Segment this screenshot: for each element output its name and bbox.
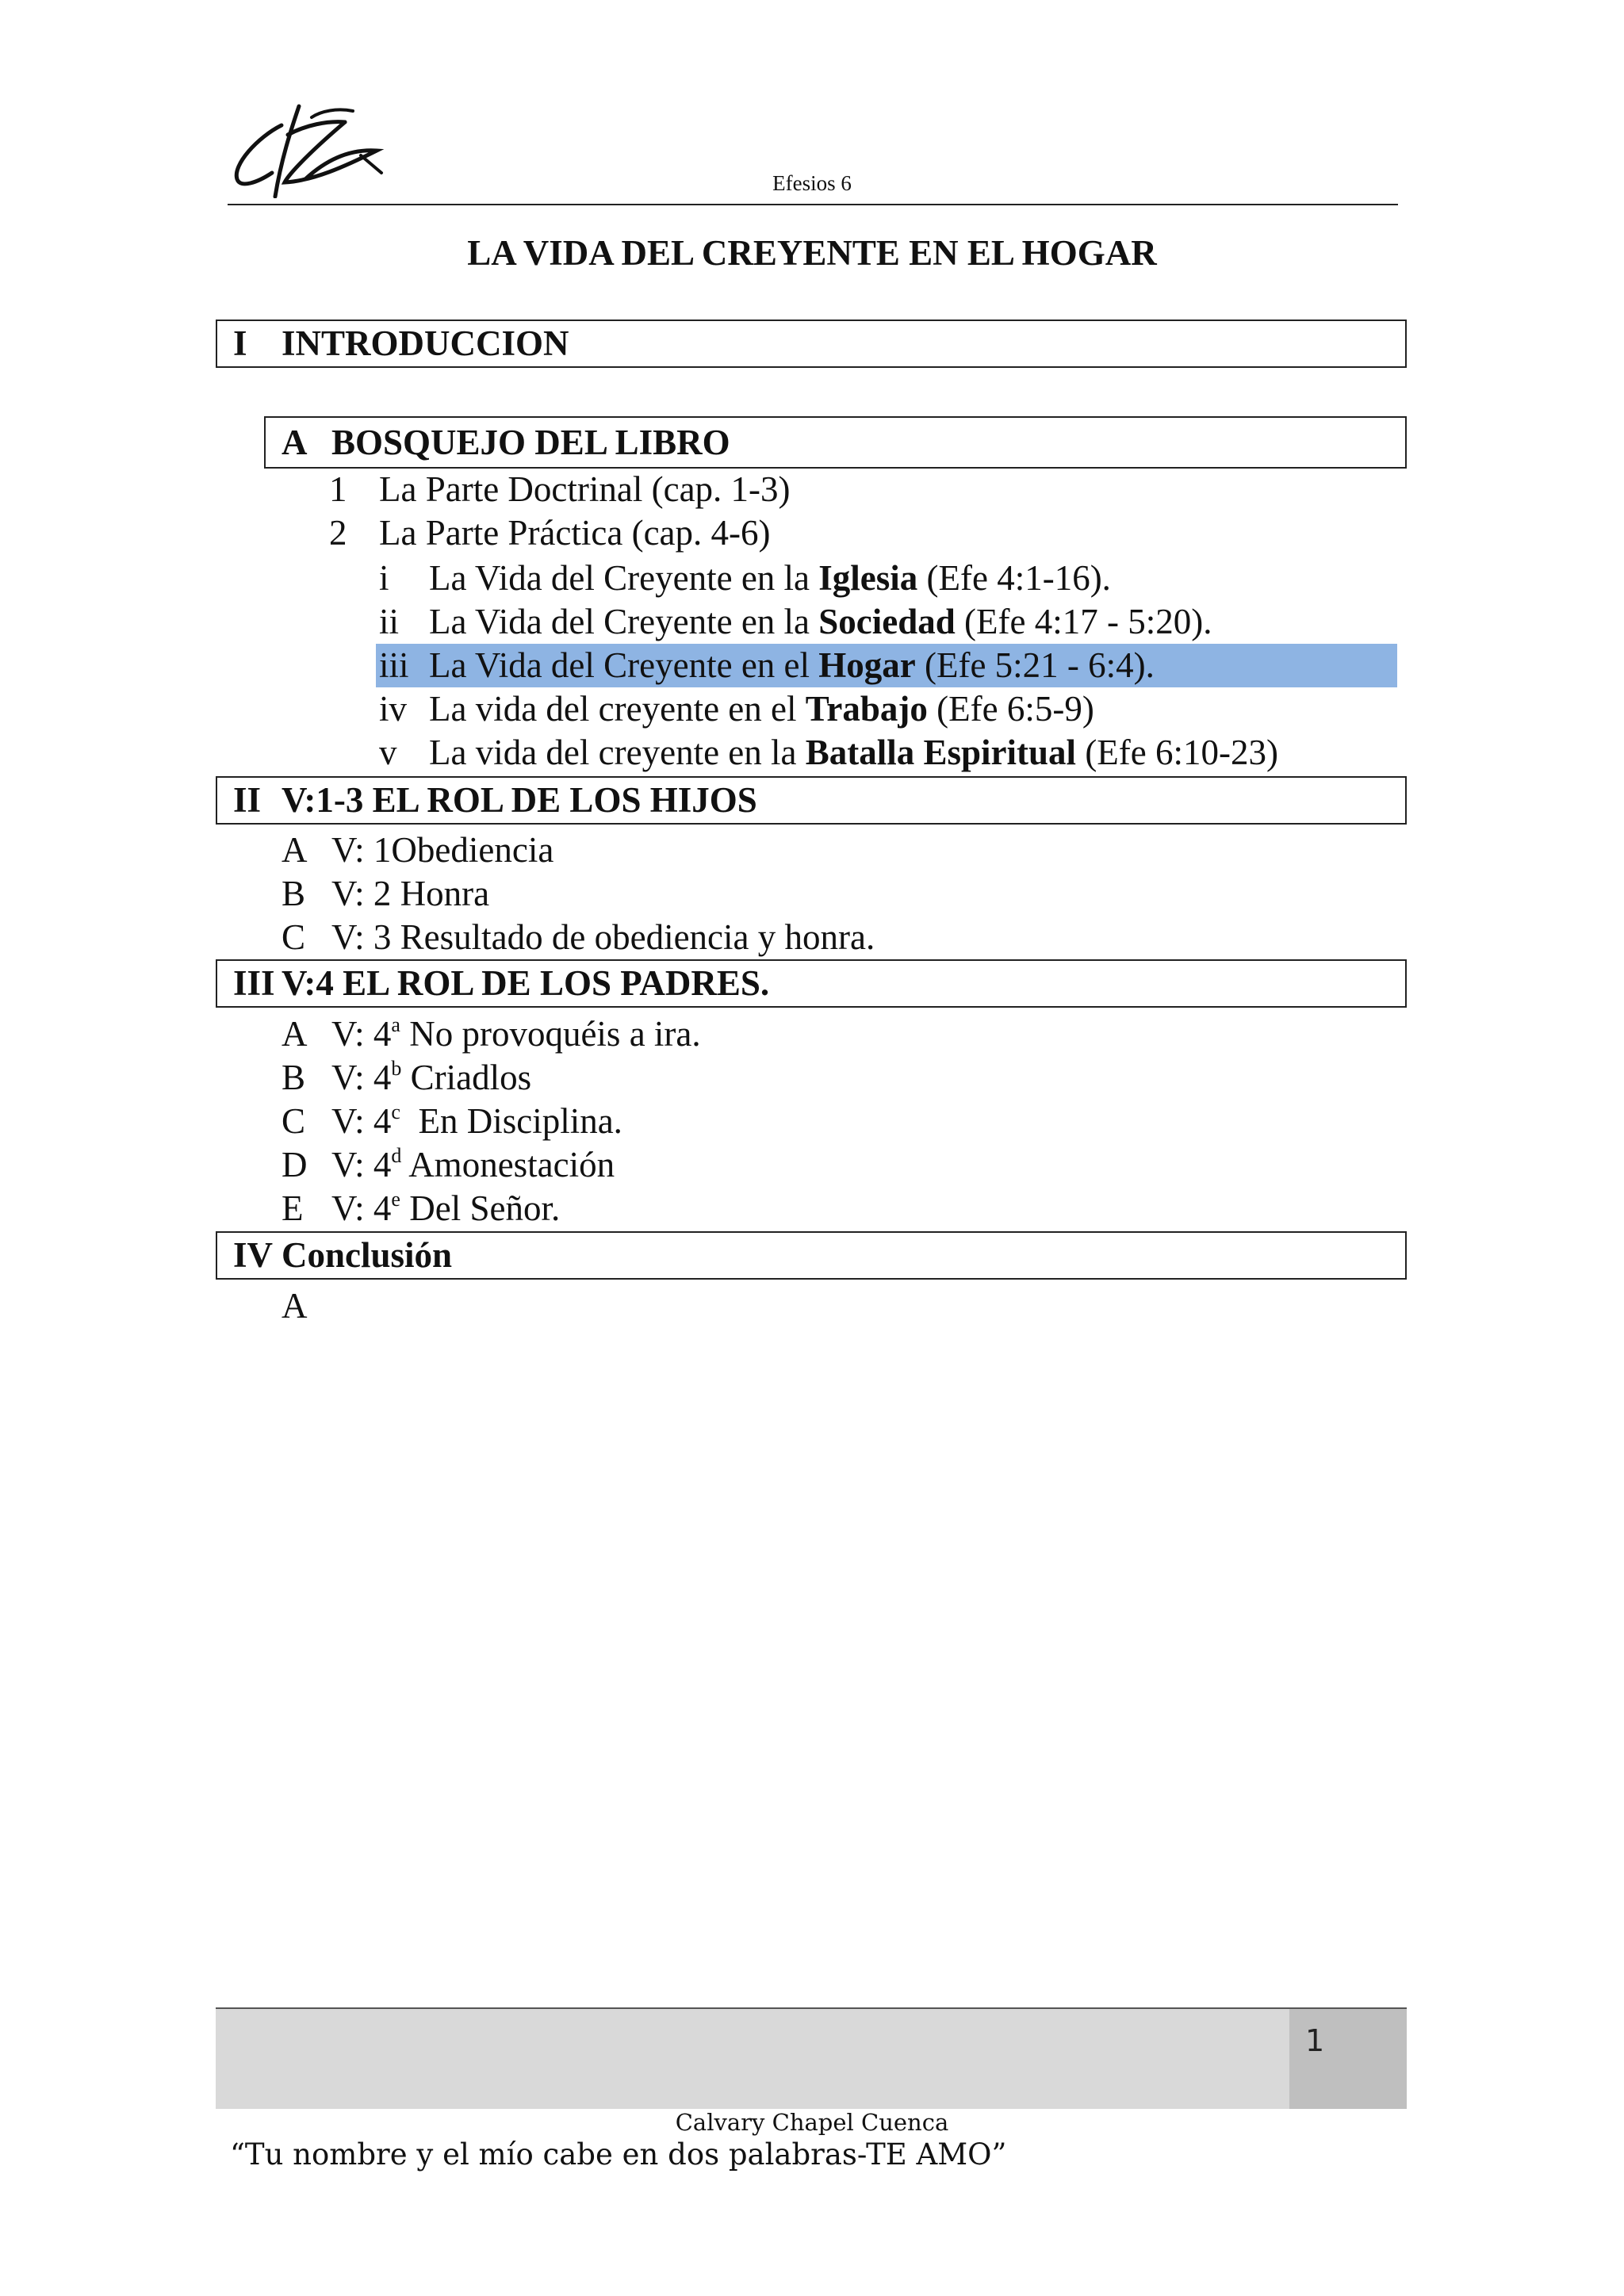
section-heading-rol-padres [216,959,1407,1008]
subsection-title: BOSQUEJO DEL LIBRO [331,423,730,462]
outline-number: 1 [329,469,347,509]
section-number: II [233,780,262,820]
outline-number: 2 [329,513,347,553]
section-heading-rol-hijos [216,776,1407,825]
section-number: III [233,963,275,1003]
outline-letter: B [282,874,306,913]
subsection-heading-bosquejo [264,416,1407,469]
outline-letter: A [282,1286,308,1326]
outline-text: La vida del creyente en el Trabajo (Efe 6:5-9) [429,689,1094,729]
outline-text: La Vida del Creyente en la Iglesia (Efe 4:1-16). [429,558,1111,598]
section-heading-conclusion [216,1231,1407,1280]
outline-number: iv [379,689,408,729]
outline-text: V: 3 Resultado de obediencia y honra. [331,917,875,957]
outline-text: V: 4$^a$ No provoquéis a ira. [331,1013,701,1054]
header-divider [228,204,1398,205]
outline-number: iii [379,645,409,685]
outline-text: La Vida del Creyente en el Hogar (Efe 5:21 - 6:4). [429,645,1155,685]
section-title: V:1-3 EL ROL DE LOS HIJOS [282,780,757,820]
outline-text: La Vida del Creyente en la Sociedad (Efe 4:17 - 5:20). [429,602,1212,641]
outline-letter: A [282,1014,308,1054]
section-title: V:4 EL ROL DE LOS PADRES. [282,963,770,1003]
section-heading-introduccion [216,320,1407,368]
outline-letter: B [282,1058,306,1097]
outline-text: La Parte Doctrinal (cap. 1-3) [379,469,791,509]
outline-text: V: 4$^c$ En Disciplina. [331,1100,622,1141]
section-title: INTRODUCCION [282,323,569,363]
outline-letter: C [282,917,306,957]
outline-letter: C [282,1101,306,1141]
outline-text: V: 4e Del Señor. [331,1188,561,1228]
footer-organization: Calvary Chapel Cuenca [675,2109,949,2136]
subsection-letter: A [282,423,308,462]
outline-letter: E [282,1188,304,1228]
outline-letter: A [282,830,308,870]
outline-text: La Parte Práctica (cap. 4-6) [379,513,771,553]
outline-number: i [379,558,389,598]
outline-text: V: 4$^b$ Criadlos [331,1057,532,1097]
outline-letter: D [282,1145,308,1184]
footer-motto: “Tu nombre y el mío cabe en dos palabras-TE AMO” [230,2137,1007,2172]
outline-number: ii [379,602,400,641]
section-title: Conclusión [282,1235,453,1275]
section-number: IV [233,1235,274,1275]
outline-text: V: 2 Honra [331,874,490,913]
footer-band [216,2009,1289,2109]
outline-text: V: 1Obediencia [331,830,554,870]
outline-text: V: 4$^d$ Amonestación [331,1144,615,1184]
page-title: LA VIDA DEL CREYENTE EN EL HOGAR [467,233,1157,273]
section-number: I [233,323,247,363]
outline-text: La vida del creyente en la Batalla Espiritual (Efe 6:10-23) [429,733,1278,772]
outline-number: v [379,733,397,772]
page-number: 1 [1305,2023,1325,2058]
header-label: Efesios 6 [772,171,852,195]
